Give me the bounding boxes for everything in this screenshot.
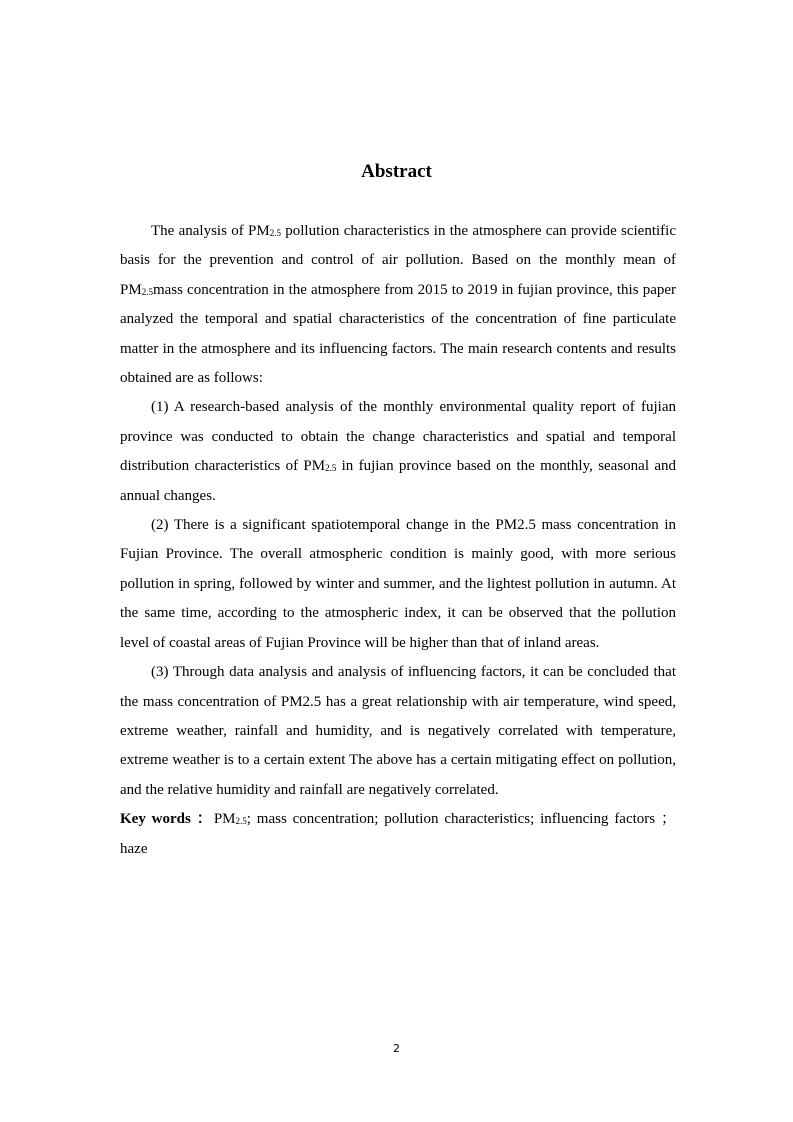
paragraph-intro-text-1: The analysis of PM — [151, 223, 270, 239]
keywords-text-1: PM — [213, 811, 236, 828]
pm-subscript: 2.5 — [141, 286, 153, 297]
keywords-text-2: ; mass concentration; pollution characteristics; influencing factors ； haze — [120, 811, 676, 857]
pm-subscript: 2.5 — [235, 816, 247, 827]
paragraph-intro — [120, 217, 676, 393]
page-number: 2 — [393, 1042, 400, 1055]
abstract-title: Abstract — [361, 161, 432, 182]
keywords-line — [120, 805, 676, 864]
paragraph-result-1-text-1: (1) A research-based analysis of the monthly environmental quality report of fujian province was conducted to obtain the change characteristics and spatial and temporal distribution characteristics of PM — [120, 399, 676, 475]
paragraph-result-3: (3) Through data analysis and analysis of influencing factors, it can be concluded that the mass concentration of PM2.5 has a great relationship with air temperature, wind speed, extreme weather, rainfall and humidity, and is negatively correlated with temperature, extreme weather is to a certain extent The above has a certain mitigating effect on pollution, and the relative humidity and rainfall are negatively correlated. — [120, 664, 676, 798]
abstract-body — [120, 217, 676, 864]
paragraph-result-2: (2) There is a significant spatiotemporal change in the PM2.5 mass concentration in Fujian Province. The overall atmospheric condition is mainly good, with more serious pollution in spring, followed by winter and summer, and the lightest pollution in autumn. At the same time, according to the atmospheric index, it can be observed that the pollution level of coastal areas of Fujian Province will be higher than that of inland areas. — [120, 517, 676, 651]
pm-subscript: 2.5 — [269, 228, 281, 238]
paragraph-result-1 — [120, 393, 676, 511]
pm-subscript: 2.5 — [325, 463, 337, 474]
paragraph-result-1-text-2: in fujian province based on the monthly, seasonal and annual changes. — [120, 458, 676, 504]
paragraph-intro-text-3: mass concentration in the atmosphere from 2015 to 2019 in fujian province, this paper analyzed the temporal and spatial characteristics of the concentration of fine particulate matter in the atmosphere and its influencing factors. The main research contents and results obtained are as follows: — [120, 281, 676, 387]
keywords-label: Key words ： — [120, 811, 214, 828]
paragraph-intro-text-2: pollution characteristics in the atmosphere can provide scientific basis for the prevention and control of air pollution. Based on the monthly mean of PM — [120, 223, 676, 298]
